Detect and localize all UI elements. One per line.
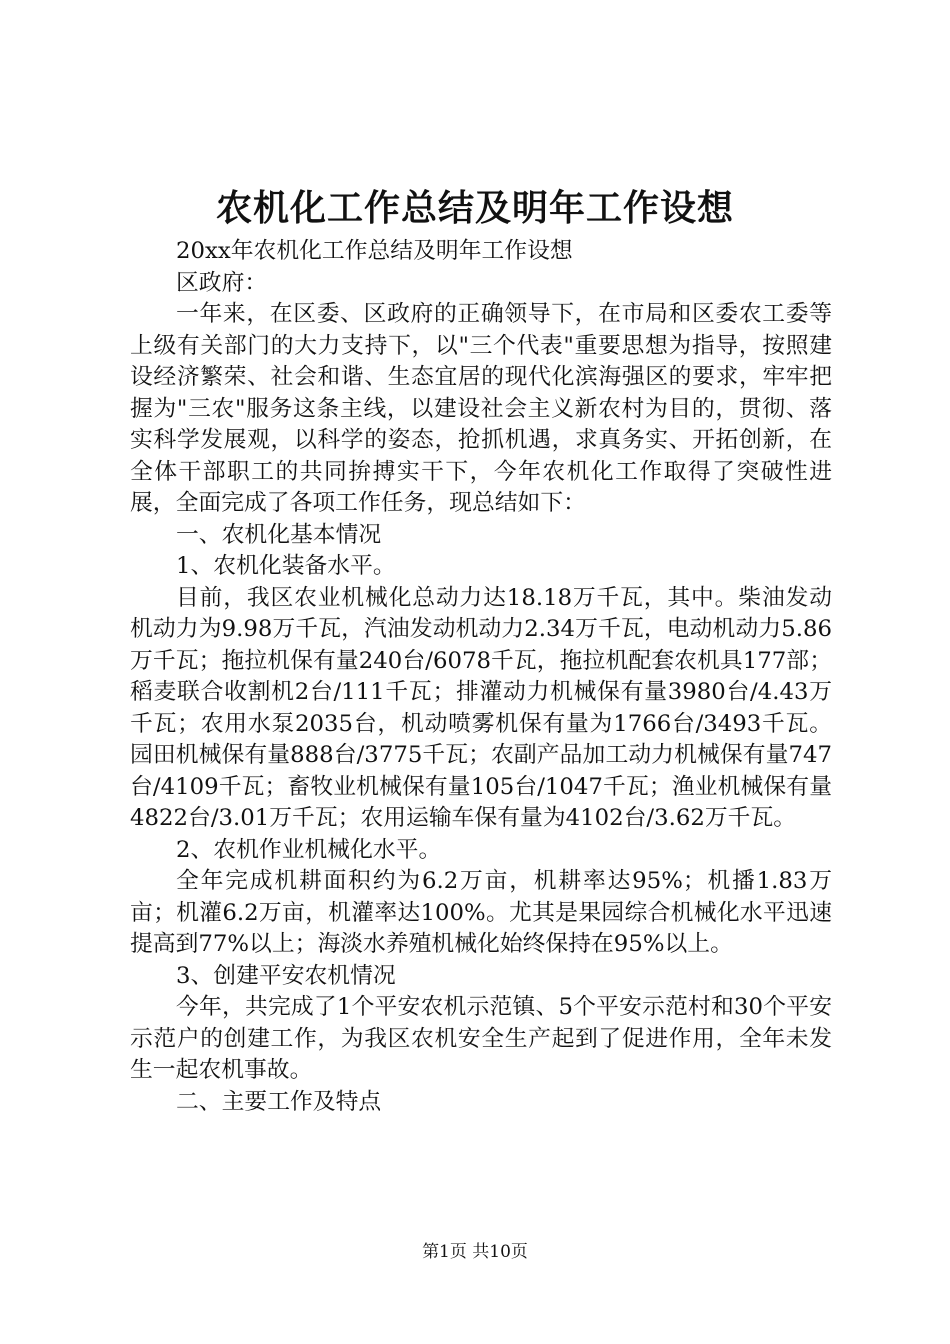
section-heading-2: 二、主要工作及特点 [176,1088,382,1115]
section-heading-1: 一、农机化基本情况 [176,521,382,548]
safety-paragraph: 今年，共完成了1个平安农机示范镇、5个平安示范村和30个平安示范户的创建工作，为我区农机安全生产起到了促进作用，全年未发生一起农机事故。 [130,994,832,1083]
mechanization-paragraph: 全年完成机耕面积约为6.2万亩，机耕率达95%；机播1.83万亩；机灌6.2万亩，机灌率达100%。尤其是果园综合机械化水平迅速提高到77%以上；海淡水养殖机械化始终保持在95%以上。 [130,868,832,957]
document-body [130,236,832,1118]
subsection-heading-1-3: 3、创建平安农机情况 [176,962,396,989]
equipment-paragraph: 目前，我区农业机械化总动力达18.18万千瓦，其中。柴油发动机动力为9.98万千瓦，汽油发动机动力2.34万千瓦，电动机动力5.86万千瓦；拖拉机保有量240台/6078千瓦，拖拉机配套农机具177部；稻麦联合收割机2台/111千瓦；排灌动力机械保有量3980台/4.43万千瓦；农用水泵2035台，机动喷雾机保有量为1766台/3493千瓦。园田机械保有量888台/3775千瓦；农副产品加工动力机械保有量747台/4109千瓦；畜牧业机械保有量105台/1047千瓦；渔业机械保有量4822台/3.01万千瓦；农用运输车保有量为4102台/3.62万千瓦。 [130,584,832,831]
document-title: 农机化工作总结及明年工作设想 [215,187,734,229]
salutation: 区政府： [176,269,268,296]
subsection-heading-1-1: 1、农机化装备水平。 [176,553,396,579]
subtitle-paragraph: 20xx年农机化工作总结及明年工作设想 [176,238,573,264]
page-footer: 第1页 共10页 [422,1242,528,1262]
intro-paragraph: 一年来，在区委、区政府的正确领导下，在市局和区委农工委等上级有关部门的大力支持下，以"三个代表"重要思想为指导，按照建设经济繁荣、社会和谐、生态宜居的现代化滨海强区的要求，牢牢把握为"三农"服务这条主线，以建设社会主义新农村为目的，贯彻、落实科学发展观，以科学的姿态，抢抓机遇，求真务实、开拓创新，在全体干部职工的共同拚搏实干下，今年农机化工作取得了突破性进展，全面完成了各项工作任务，现总结如下： [130,301,832,516]
subsection-heading-1-2: 2、农机作业机械化水平。 [176,836,442,863]
